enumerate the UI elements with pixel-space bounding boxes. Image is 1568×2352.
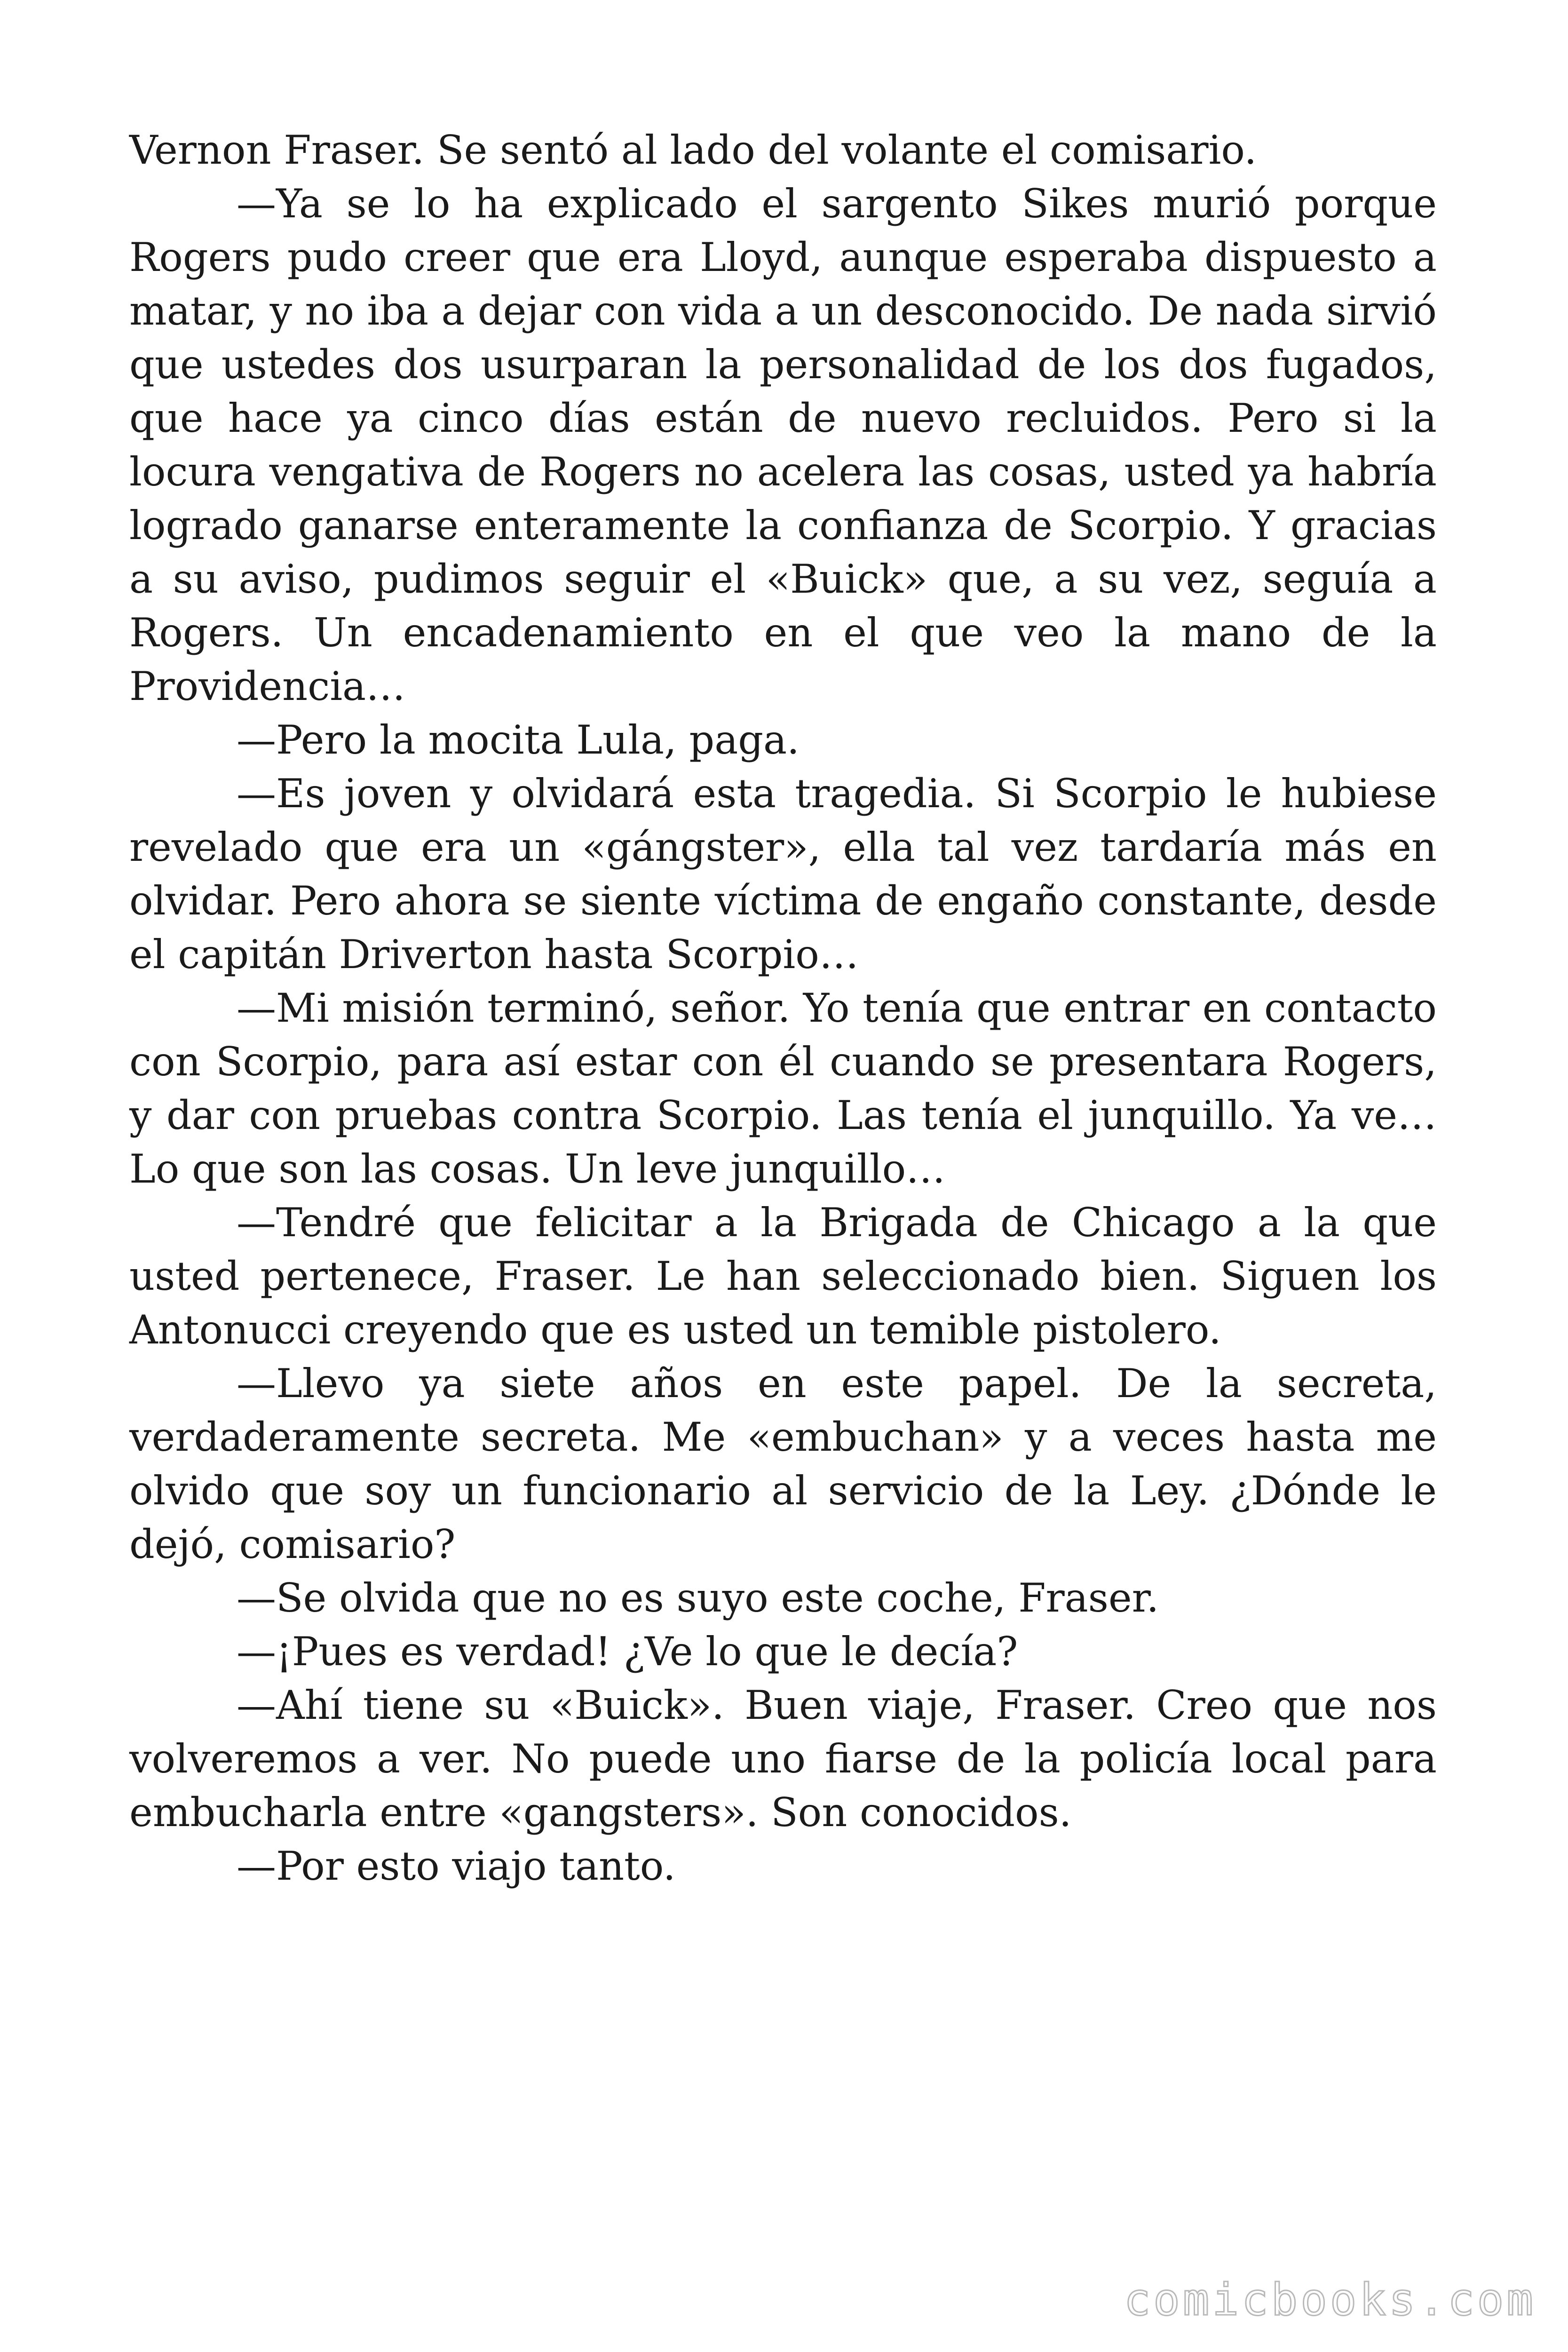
page-body-text xyxy=(129,123,1437,1893)
paragraph: —Ya se lo ha explicado el sargento Sikes murió porque Rogers pudo creer que era Lloyd, aunque esperaba dispuesto a matar, y no iba a dejar con vida a un desconocido. De nada sirvió que ustedes dos usurparan la personalidad de los dos fugados, que hace ya cinco días están de nuevo recluidos. Pero si la locura vengativa de Rogers no acelera las cosas, usted ya habría logrado ganarse enteramente la confianza de Scorpio. Y gracias a su aviso, pudimos seguir el «Buick» que, a su vez, seguía a Rogers. Un encadenamiento en el que veo la mano de la Providencia… xyxy=(129,181,1437,709)
paragraph: —Es joven y olvidará esta tragedia. Si Scorpio le hubiese revelado que era un «gángster», ella tal vez tardaría más en olvidar. Pero ahora se siente víctima de engaño constante, desde el capitán Driverton hasta Scorpio… xyxy=(129,771,1437,977)
paragraph: —¡Pues es verdad! ¿Ve lo que le decía? xyxy=(237,1629,1018,1675)
paragraph: Vernon Fraser. Se sentó al lado del volante el comisario. xyxy=(129,127,1257,173)
paragraph: —Se olvida que no es suyo este coche, Fraser. xyxy=(237,1575,1159,1621)
paragraph: —Por esto viajo tanto. xyxy=(237,1843,676,1889)
paragraph: —Ahí tiene su «Buick». Buen viaje, Fraser. Creo que nos volveremos a ver. No puede uno fiarse de la policía local para embucharla entre «gangsters». Son conocidos. xyxy=(129,1682,1437,1836)
paragraph: —Pero la mocita Lula, paga. xyxy=(237,717,800,763)
site-watermark: comicbooks.com xyxy=(1124,2274,1536,2326)
paragraph: —Tendré que felicitar a la Brigada de Chicago a la que usted pertenece, Fraser. Le han seleccionado bien. Siguen los Antonucci creyendo que es usted un temible pistolero. xyxy=(129,1200,1437,1353)
paragraph: —Llevo ya siete años en este papel. De la secreta, verdaderamente secreta. Me «embuchan» y a veces hasta me olvido que soy un funcionario al servicio de la Ley. ¿Dónde le dejó, comisario? xyxy=(129,1360,1437,1567)
paragraph: —Mi misión terminó, señor. Yo tenía que entrar en contacto con Scorpio, para así estar con él cuando se presentara Rogers, y dar con pruebas contra Scorpio. Las tenía el junquillo. Ya ve… Lo que son las cosas. Un leve junquillo… xyxy=(129,985,1437,1192)
